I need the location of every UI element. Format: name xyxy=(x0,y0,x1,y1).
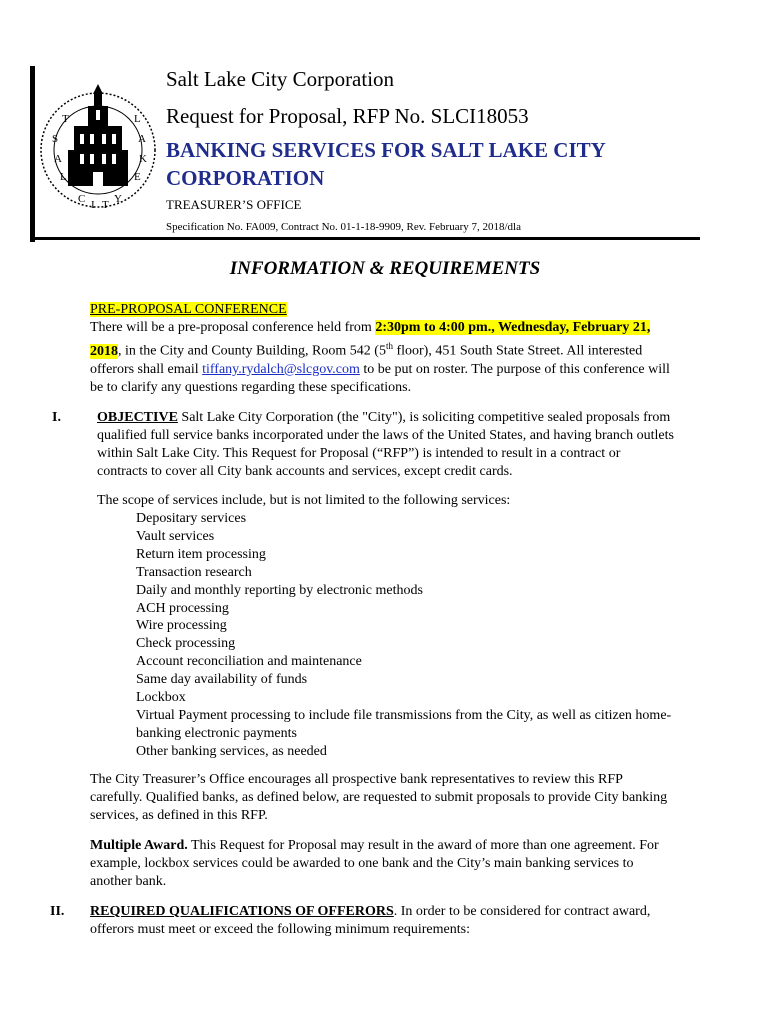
qualifications-text: offerors must meet or exceed the following minimum requirements: xyxy=(90,922,470,937)
objective-text: Salt Lake City Corporation (the "City"), is soliciting competitive sealed proposals from xyxy=(177,410,671,425)
list-item: Depositary services xyxy=(136,511,247,526)
seal-letter: S xyxy=(52,133,59,145)
preproposal-label: PRE-PROPOSAL CONFERENCE xyxy=(90,302,287,317)
conference-year: 2018 xyxy=(90,343,118,359)
section-1-number: I. xyxy=(52,410,61,425)
objective-label: OBJECTIVE xyxy=(97,410,178,425)
list-item: Account reconciliation and maintenance xyxy=(136,654,362,670)
seal-letter: L xyxy=(134,113,141,125)
spec-line: Specification No. FA009, Contract No. 01-1-18-9909, Rev. February 7, 2018/dla xyxy=(166,221,521,233)
list-item: Return item processing xyxy=(136,546,266,562)
seal-letter: C xyxy=(78,193,86,205)
section-1-objective xyxy=(97,409,757,481)
header-left-rule xyxy=(30,66,35,242)
qualifications-label: REQUIRED QUALIFICATIONS OF OFFERORS xyxy=(90,904,394,919)
scope-intro: The scope of services include, but is not limited to the following services: xyxy=(97,493,511,508)
list-item: Vault services xyxy=(136,528,215,544)
preproposal-text: floor), 451 South State Street. All interested xyxy=(392,343,643,359)
paragraph-line: example, lockbox services could be awarded to one bank and the City’s main banking services to xyxy=(90,856,634,871)
seal-letter: T xyxy=(62,113,69,125)
title-line-2: CORPORATION xyxy=(166,166,325,190)
office-name: TREASURER’S OFFICE xyxy=(166,197,302,212)
seal-letter: E xyxy=(134,171,141,183)
document-title xyxy=(166,136,686,192)
list-item: Other banking services, as needed xyxy=(136,743,327,759)
paragraph-line: carefully. Qualified banks, as defined below, are requested to submit proposals to provide City banking xyxy=(90,790,668,805)
objective-text: qualified full service banks incorporated under the laws of the United States, and having branch outlets xyxy=(97,428,674,443)
preproposal-text: There will be a pre-proposal conference held from xyxy=(90,320,376,335)
qualifications-text: . In order to be considered for contract award, xyxy=(393,904,651,919)
seal-letter: I xyxy=(91,199,95,211)
services-list xyxy=(136,510,726,761)
seal-letter: A xyxy=(138,133,146,145)
header-bottom-rule xyxy=(30,237,700,240)
conference-time: 2:30pm to 4:00 pm., Wednesday, February 21, xyxy=(375,320,651,335)
preproposal-text: offerors shall email xyxy=(90,361,203,377)
paragraph-line: services, as defined in this RFP. xyxy=(90,808,268,823)
title-line-1: BANKING SERVICES FOR SALT LAKE CITY xyxy=(166,138,606,162)
list-item: Check processing xyxy=(136,636,236,652)
seal-letter: K xyxy=(139,153,147,165)
list-item: Lockbox xyxy=(136,690,186,706)
list-item: Same day availability of funds xyxy=(136,672,308,688)
seal-letter: T xyxy=(102,199,109,211)
superscript: th xyxy=(385,341,393,351)
seal-letter: A xyxy=(54,153,62,165)
seal-letter: Y xyxy=(114,193,122,205)
objective-text: within Salt Lake City. This Request for Proposal (“RFP”) is intended to result in a contract or xyxy=(97,446,621,461)
list-item: banking electronic payments xyxy=(136,725,297,741)
objective-text: contracts to cover all City bank accounts and services, except credit cards. xyxy=(97,464,513,479)
paragraph-line: another bank. xyxy=(90,874,167,889)
rfp-number: Request for Proposal, RFP No. SLCI18053 xyxy=(166,104,529,128)
city-seal-logo xyxy=(38,80,158,220)
list-item: Virtual Payment processing to include file transmissions from the City, as well as citizen home- xyxy=(136,707,672,723)
multiple-award-paragraph xyxy=(90,837,760,891)
list-item: Daily and monthly reporting by electronic methods xyxy=(136,582,423,598)
contact-email-link[interactable]: tiffany.rydalch@slcgov.com xyxy=(202,361,360,377)
org-name: Salt Lake City Corporation xyxy=(166,67,395,91)
multiple-award-label: Multiple Award. xyxy=(90,838,188,853)
section-2-number: II. xyxy=(50,904,65,919)
section-2-qualifications xyxy=(90,903,760,939)
preproposal-text: , in the City and County Building, Room 542 (5 xyxy=(118,343,386,359)
list-item: Wire processing xyxy=(136,618,227,634)
preproposal-block xyxy=(90,301,750,397)
paragraph-line: The City Treasurer’s Office encourages all prospective bank representatives to review this RFP xyxy=(90,772,623,787)
list-item: Transaction research xyxy=(136,564,252,580)
preproposal-text: be to clarify any questions regarding these specifications. xyxy=(90,379,412,395)
treasurer-paragraph xyxy=(90,771,760,825)
seal-letter: L xyxy=(60,171,67,183)
list-item: ACH processing xyxy=(136,600,229,616)
paragraph-line: This Request for Proposal may result in the award of more than one agreement. For xyxy=(187,838,659,853)
section-heading: INFORMATION & REQUIREMENTS xyxy=(229,258,541,279)
preproposal-text: to be put on roster. The purpose of this conference will xyxy=(359,361,670,377)
